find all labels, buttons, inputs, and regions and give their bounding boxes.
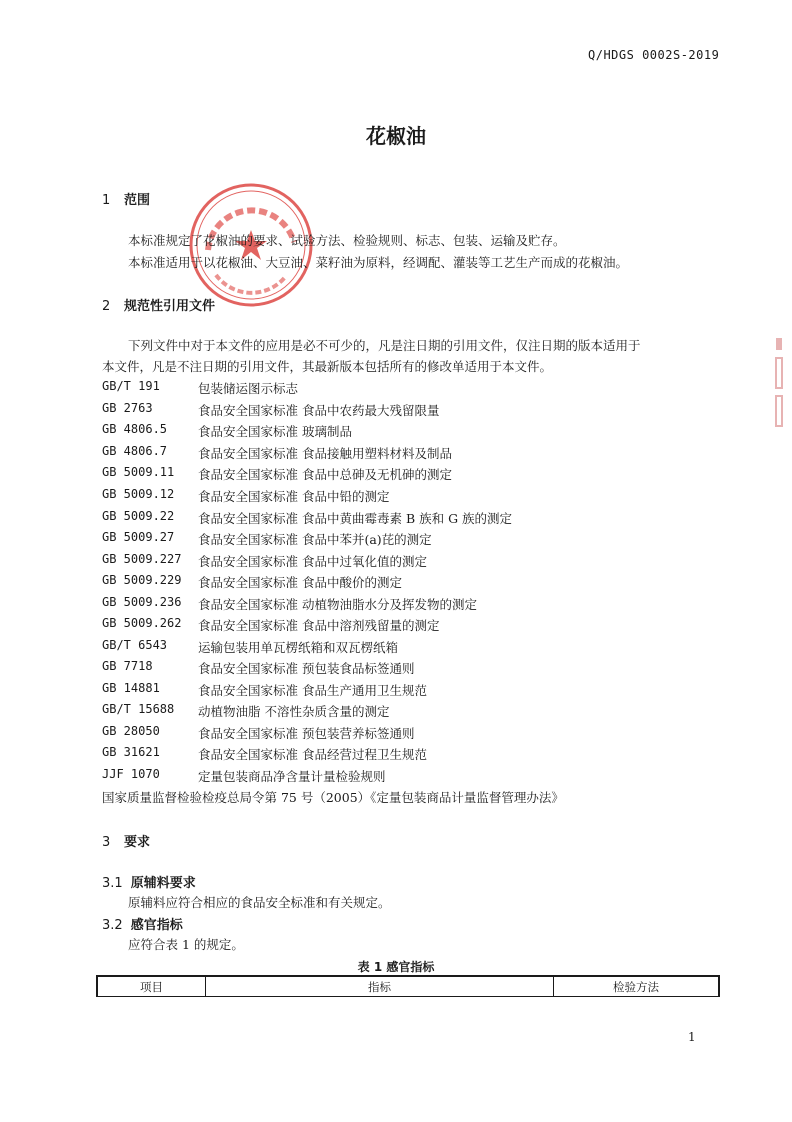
section-1-number: 1 (102, 193, 111, 208)
section-2-title: 规范性引用文件 (124, 299, 216, 314)
reference-title: 食品安全国家标准 食品经营过程卫生规范 (198, 747, 427, 762)
section-2-heading (102, 295, 215, 314)
reference-title: 食品安全国家标准 食品中农药最大残留限量 (198, 403, 440, 418)
reference-title: 食品安全国家标准 食品中铅的测定 (198, 489, 390, 504)
reference-title: 食品安全国家标准 玻璃制品 (198, 424, 352, 439)
reference-title: 食品安全国家标准 食品中苯并(a)芘的测定 (198, 532, 432, 547)
section-2-intro: 下列文件中对于本文件的应用是必不可少的，凡是注日期的引用文件，仅注日期的版本适用于 (128, 338, 641, 353)
subsection-3-1-title: 原辅料要求 (130, 876, 196, 891)
section-1-paragraph: 本标准适用于以花椒油、大豆油、菜籽油为原料，经调配、灌装等工艺生产而成的花椒油。 (128, 255, 629, 270)
reference-code: GB 14881 (102, 681, 160, 695)
reference-code: GB 28050 (102, 724, 160, 738)
reference-title: 动植物油脂 不溶性杂质含量的测定 (198, 704, 390, 719)
table-1-caption: 表 1 感官指标 (357, 960, 435, 974)
section-2-intro: 本文件，凡是不注日期的引用文件，其最新版本包括所有的修改单适用于本文件。 (102, 359, 553, 374)
reference-code: GB/T 191 (102, 379, 160, 393)
reference-code: GB 5009.27 (102, 530, 175, 544)
section-1-title: 范围 (124, 193, 151, 208)
reference-code: GB 5009.262 (102, 616, 182, 630)
reference-title: 食品安全国家标准 预包装食品标签通则 (198, 661, 415, 676)
reference-code: GB 7718 (102, 659, 153, 673)
reference-code: GB 5009.229 (102, 573, 182, 587)
reference-code: GB 5009.12 (102, 487, 175, 501)
section-1-heading (102, 189, 150, 208)
reference-title: 包装储运图示标志 (198, 381, 299, 396)
section-3-title: 要求 (124, 835, 151, 850)
standard-code: Q/HDGS 0002S-2019 (588, 48, 720, 62)
reference-title: 食品安全国家标准 食品中过氧化值的测定 (198, 554, 427, 569)
reference-title: 食品安全国家标准 动植物油脂水分及挥发物的测定 (198, 597, 477, 612)
binding-mark (773, 338, 785, 430)
section-3-number: 3 (102, 835, 111, 850)
table-header-indicator: 指标 (206, 977, 554, 996)
subsection-3-2-heading (102, 914, 183, 933)
reference-code: JJF 1070 (102, 767, 160, 781)
table-header-item: 项目 (98, 977, 206, 996)
section-1-paragraph: 本标准规定了花椒油的要求、试验方法、检验规则、标志、包装、运输及贮存。 (128, 233, 566, 248)
reference-code: GB 31621 (102, 745, 160, 759)
subsection-3-2-number: 3.2 (102, 918, 123, 933)
subsection-3-2-title: 感官指标 (130, 918, 183, 933)
reference-code: GB/T 15688 (102, 702, 175, 716)
reference-code: GB 4806.7 (102, 444, 168, 458)
reference-title: 定量包装商品净含量计量检验规则 (198, 769, 386, 784)
page-number: 1 (688, 1030, 696, 1044)
reference-title: 食品安全国家标准 食品接触用塑料材料及制品 (198, 446, 452, 461)
reference-title: 食品安全国家标准 食品中总砷及无机砷的测定 (198, 467, 452, 482)
reference-code: GB 2763 (102, 401, 153, 415)
reference-code: GB 4806.5 (102, 422, 168, 436)
reference-title: 食品安全国家标准 预包装营养标签通则 (198, 726, 415, 741)
subsection-3-1-text: 原辅料应符合相应的食品安全标准和有关规定。 (128, 895, 391, 910)
reference-code: GB 5009.236 (102, 595, 182, 609)
reference-title: 食品安全国家标准 食品生产通用卫生规范 (198, 683, 427, 698)
subsection-3-1-heading (102, 872, 196, 891)
subsection-3-1-number: 3.1 (102, 876, 123, 891)
reference-title: 运输包装用单瓦楞纸箱和双瓦楞纸箱 (198, 640, 399, 655)
reference-title: 食品安全国家标准 食品中黄曲霉毒素 B 族和 G 族的测定 (198, 511, 513, 526)
table-1-header-row (96, 975, 720, 997)
table-header-method: 检验方法 (613, 979, 659, 994)
section-2-number: 2 (102, 299, 111, 314)
document-title: 花椒油 (366, 124, 426, 148)
section-3-heading (102, 831, 150, 850)
reference-closing: 国家质量监督检验检疫总局令第 75 号（2005）《定量包装商品计量监督管理办法》 (102, 790, 564, 805)
reference-code: GB 5009.11 (102, 465, 175, 479)
reference-code: GB/T 6543 (102, 638, 168, 652)
reference-title: 食品安全国家标准 食品中溶剂残留量的测定 (198, 618, 440, 633)
reference-title: 食品安全国家标准 食品中酸价的测定 (198, 575, 402, 590)
reference-code: GB 5009.22 (102, 509, 175, 523)
reference-code: GB 5009.227 (102, 552, 182, 566)
subsection-3-2-text: 应符合表 1 的规定。 (128, 937, 244, 952)
